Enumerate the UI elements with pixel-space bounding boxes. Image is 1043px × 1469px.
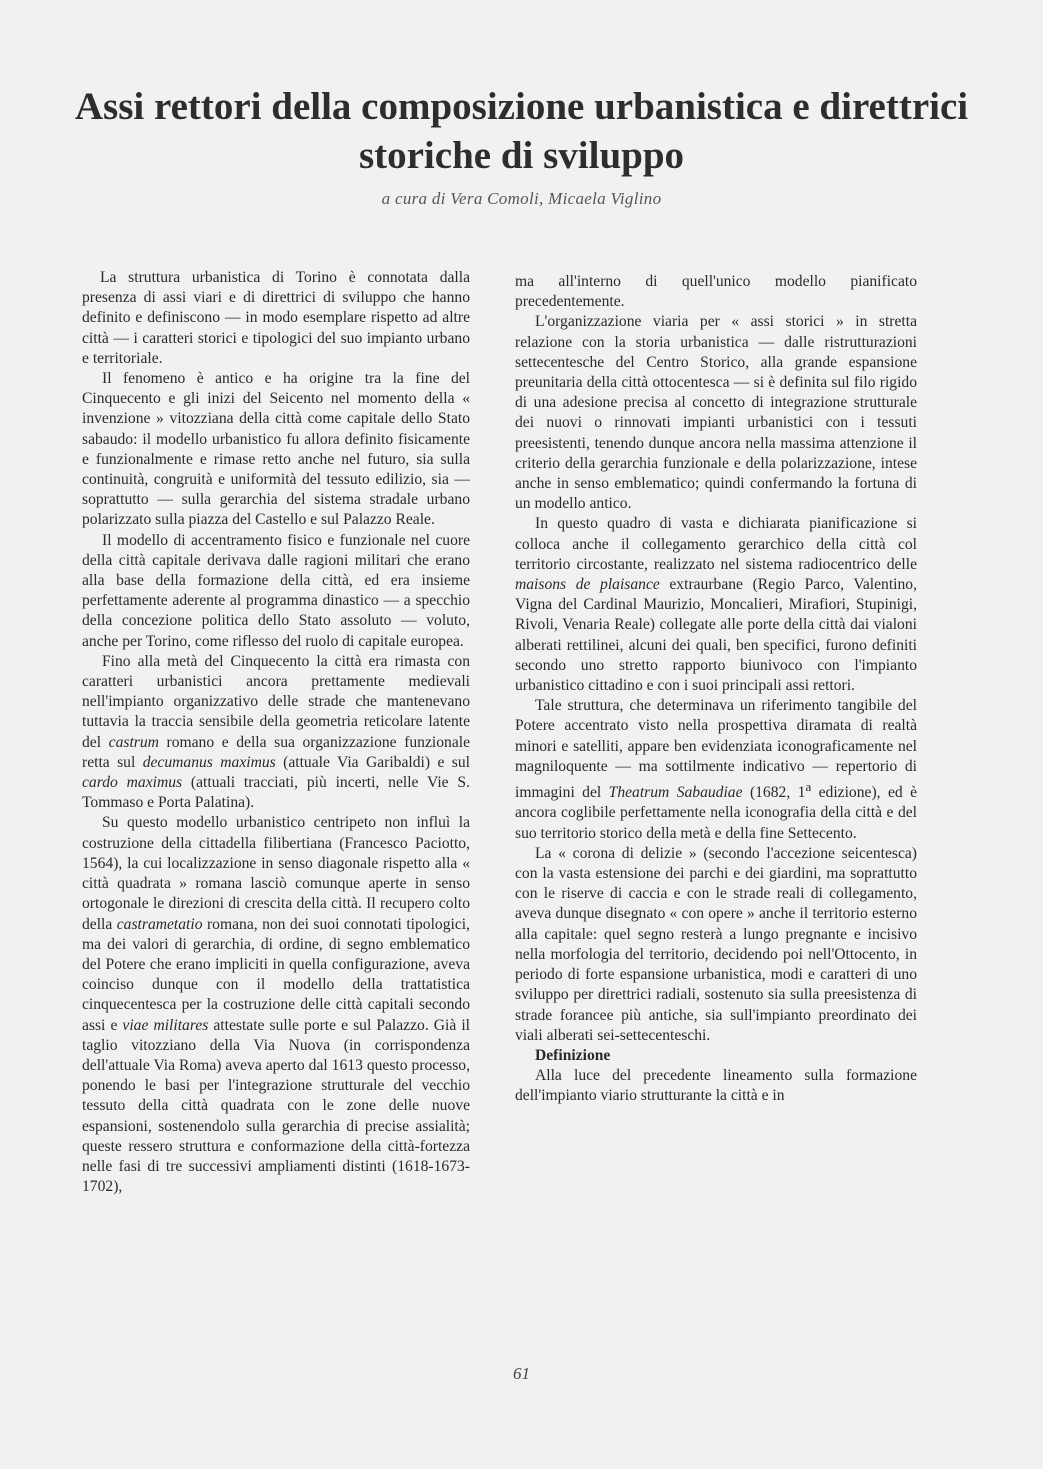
italic-term: decumanus maximus xyxy=(142,753,276,771)
italic-term: castrametatio xyxy=(116,915,203,933)
paragraph xyxy=(515,514,917,696)
paragraph xyxy=(515,696,917,844)
text-run: Fino alla metà del Cinquecento la città era rimasta con caratteri urbanistici ancora prettamente medievali nell'impianto organizzativo delle strade che mantenevano tuttavia la traccia sensibile della geometria reticolare latente del xyxy=(82,652,470,751)
italic-term: maisons de plaisance xyxy=(515,576,660,594)
superscript: a xyxy=(805,779,812,795)
text-run: Su questo modello urbanistico centripeto non influì la costruzione della cittadella filibertiana (Francesco Paciotto, 1564), la cui localizzazione in senso diagonale rispetto alla « città quadrata » romana lasciò comunque aperte in senso ortogonale le direzioni di crescita della città. Il recupero colto della xyxy=(82,814,470,933)
paragraph: La struttura urbanistica di Torino è connotata dalla presenza di assi viari e di direttrici di sviluppo che hanno definito e definiscono — in modo esemplare rispetto ad altre città — i caratteri storici e tipologici del suo impianto urbano e territoriale. xyxy=(82,269,470,367)
paragraph: L'organizzazione viaria per « assi storici » in stretta relazione con la storia urbanistica — dalle ristrutturazioni settecentesche del Centro Storico, alla grande espansione preunitaria della città ottocentesca — si è definita sul filo rigido di una adesione precisa al concetto di integrazione strutturale dei nuovi o rinnovati impianti urbanistici con i tessuti preesistenti, tenendo dunque ancora nella massima attenzione il criterio della gerarchia funzionale e della polarizzazione, intese anche in senso emblematico; quindi confermando la fortuna di un modello antico. xyxy=(515,313,917,513)
text-run: (1682, 1 xyxy=(742,784,806,802)
byline: a cura di Vera Comoli, Micaela Viglino xyxy=(381,189,662,208)
paragraph: La « corona di delizie » (secondo l'accezione seicentesca) con la vasta estensione dei parchi e dei giardini, ma soprattutto con le riserve di caccia e con le strade reali di collegamento, aveva dunque disegnato « con opere » anche il territorio esterno alla capitale: quel segno resterà a lungo pregnante e incisivo nella morfologia del territorio, decidendo poi nell'Ottocento, in periodo di forte espansione urbanistica, modi e caratteri di uno sviluppo per direttrici radiali, sostenuto sia sulla preesistenza di strade forancee più antiche, sia sull'impianto preordinato dei viali alberati sei-settecenteschi. xyxy=(515,844,917,1044)
text-run: edizione), ed è ancora coglibile perfettamente nella iconografia della città e del suo territorio storico della metà e della fine Settecento. xyxy=(515,784,917,842)
text-run: (attuale Via Garibaldi) e sul xyxy=(275,753,470,771)
paragraph: ma all'interno di quell'unico modello pianificato precedentemente. xyxy=(515,273,917,311)
paragraph: Il fenomeno è antico e ha origine tra la fine del Cinquecento e gli inizi del Seicento nel momento della « invenzione » vitozziana della città come capitale dello Stato sabaudo: il modello urbanistico fu allora definito fisicamente e funzionalmente e rimase retto anche nel futuro, sia sulla continuità, congruità e uniformità del tessuto edilizio, sia — soprattutto — sulla gerarchia del sistema stradale urbano polarizzato sulla piazza del Castello e sul Palazzo Reale. xyxy=(82,370,470,529)
text-run: attestate sulle porte e sul Palazzo. Già il taglio vitozziano della Via Nuova (in corrispondenza dell'attuale Via Roma) aveva aperto dal 1613 questo processo, ponendo le basi per l'integrazione strutturale del vecchio tessuto della città quadrata con le zone delle nuove espansioni, sostenendolo sulla gerarchia di precise assialità; queste ressero struttura e conformazione della città-fortezza nelle fasi di tre successivi ampliamenti distinti (1618-1673-1702), xyxy=(82,1016,471,1196)
text-run: romana, non dei suoi connotati tipologici, ma dei valori di gerarchia, di ordine, di segno emblematico del Potere che erano impliciti in quella configurazione, aveva coinciso dunque con il modello della trattatistica cinquecentesca per la costruzione delle città capitali secondo assi e xyxy=(82,915,471,1034)
italic-term: cardo maximus xyxy=(82,774,183,792)
text-run: extraurbane (Regio Parco, Valentino, Vigna del Cardinal Maurizio, Moncalieri, Mirafiori, Stupinigi, Rivoli, Venaria Reale) collegate alle porte della città dai vialoni alberati rettilinei, alcuni dei quali, ben specifici, furono definiti secondo uno stretto rapporto biunivoco con l'impianto urbanistico cittadino e con i suoi principali assi rettori. xyxy=(515,576,917,695)
italic-term: Theatrum Sabaudiae xyxy=(608,784,743,802)
text-run: (attuali tracciati, più incerti, nelle Vie S. Tommaso e Porta Palatina). xyxy=(82,774,470,812)
text-run: In questo quadro di vasta e dichiarata pianificazione si colloca anche il collegamento gerarchico della città col territorio circostante, realizzato nel sistema radiocentrico delle xyxy=(515,515,917,573)
paragraph xyxy=(82,813,470,1197)
page-number: 61 xyxy=(513,1364,530,1383)
left-column xyxy=(82,268,470,1197)
paragraph: Alla luce del precedente lineamento sulla formazione dell'impianto viario strutturante la città e in xyxy=(515,1067,917,1105)
page-title: Assi rettori della composizione urbanistica e direttrici storiche di sviluppo xyxy=(74,85,969,177)
italic-term: castrum xyxy=(108,733,159,751)
paragraph xyxy=(82,652,470,814)
right-column xyxy=(515,272,917,1107)
text-run: romano e della sua organizzazione funzionale retta sul xyxy=(82,733,471,771)
section-heading: Definizione xyxy=(535,1046,611,1064)
paragraph: Il modello di accentramento fisico e funzionale nel cuore della città capitale derivava dalle ragioni militari che erano alla base della formazione della città, ed era insieme perfettamente aderente al programma dinastico — a specchio della concezione politica dello Stato assoluto — voluto, anche per Torino, come riflesso del ruolo di capitale europea. xyxy=(82,531,470,650)
text-run: Tale struttura, che determinava un riferimento tangibile del Potere accentrato visto nella prospettiva diramata di realtà minori e satelliti, appare ben evidenziata iconograficamente nel magniloquente — ma sottilmente indicativo — repertorio di immagini del xyxy=(515,697,917,802)
italic-term: viae militares xyxy=(122,1016,209,1034)
